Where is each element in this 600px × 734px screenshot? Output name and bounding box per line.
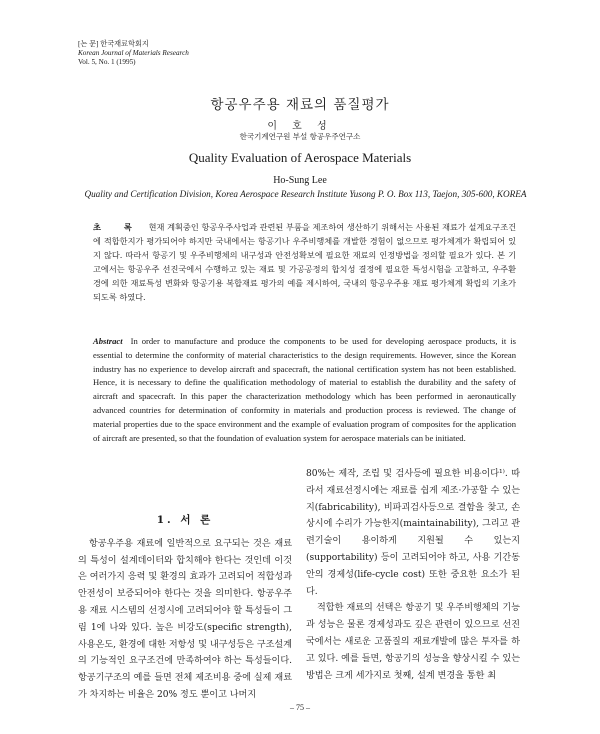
abstract-ko-text: 현재 계획중인 항공우주사업과 관련된 부품을 제조하여 생산하기 위해서는 사용된 재료가 설계요구조건에 적합한지가 평가되어야 하지만 국내에서는 항공기나 우주비행체를 개발한 경험이 없으므로 평가체계가 확립되어 있지 않다. 따라서 항공기 및 우주비행체의 내구성과 안전성확보에 필요한 재료의 인정방법을 정의할 필요가 있다. 본 기고에서는 항공우주 선진국에서 수행하고 있는 재료 및 가공공정의 합치성 결정에 필요한 특성시험을 고찰하고, 우주환경에 의한 재료특성 변화와 항공기용 복합재료 평가의 예를 제시하여, 국내의 항공우주용 재료 평가체계 확립의 기초가 되도록 하였다.	[93, 222, 517, 302]
journal-header	[78, 40, 189, 67]
intro-paragraph-2: 적합한 재료의 선택은 항공기 및 우주비행체의 기능과 성능은 물론 경제성과도 깊은 관련이 있으므로 선진국에서는 새로운 고품질의 재료개발에 많은 투자를 하고 있다. 예를 들면, 항공기의 성능을 향상시킬 수 있는 방법은 크게 세가지로 첫째, 설계 변경을 통한 최	[306, 603, 520, 681]
author-name-en: Ho-Sung Lee	[273, 175, 327, 186]
abstract-en	[93, 335, 516, 445]
section-heading-introduction: 1. 서 론	[156, 514, 214, 526]
body-column-left	[78, 512, 292, 704]
author-name-ko: 이 호 성	[267, 121, 333, 132]
paper-title-ko: 항공우주용 재료의 품질평가	[210, 97, 390, 113]
abstract-ko	[93, 221, 516, 304]
affiliation-en: Quality and Certification Division, Korea Aerospace Research Institute Yusong P. O. Box 113, Taejon, 305-600, KOREA	[84, 189, 527, 199]
paper-title-en: Quality Evaluation of Aerospace Materials	[188, 150, 412, 165]
abstract-ko-label: 초 록	[93, 222, 142, 232]
abstract-en-label: Abstract	[93, 336, 123, 346]
abstract-en-text: In order to manufacture and produce the components to be used for developing aerospace products, it is essential to determine the conformity of material characteristics to the design requirements. However, since the Korean industry has no experience to develop aircraft and spacecraft, the national certification system has not been established. Hence, it is necessary to define the qualification methodology of material to establish the durability and the safety of aircraft and spacecraft. In this paper the characterization methodology which has been performed in aeronautically advanced countries for determination of conformity in materials and production process is reviewed. The change of material properties due to the space environment and the example of evaluation program of composites for the application of aircraft are presented, so that the foundation of evaluation system for aerospace materials can be initiated.	[93, 336, 516, 443]
journal-volume: Vol. 5, No. 1 (1995)	[78, 58, 136, 66]
affiliation-ko: 한국기계연구원 부설 항공우주연구소	[239, 132, 361, 141]
body-column-right	[306, 466, 520, 684]
intro-paragraph-1-continued: 80%는 제작, 조립 및 검사등에 필요한 비용이다¹⁾. 따라서 재료선정시에는 재료를 쉽게 제조·가공할 수 있는지(fabricability), 비파괴검사등으로 결함을 찾고, 손상시에 수리가 가능한지(maintainability), 그리고 관련기술이 용이하게 지원될 수 있는지(supportability) 등이 고려되어야 하고, 사용 기간동안의 경제성(life-cycle cost) 또한 중요한 요소가 된다.	[306, 469, 520, 597]
journal-name-ko: [논 문] 한국재료학회지	[78, 40, 149, 48]
journal-name-en: Korean Journal of Materials Research	[78, 49, 189, 57]
intro-paragraph-1: 항공우주용 재료에 일반적으로 요구되는 것은 재료의 특성이 설계데이터와 합치해야 한다는 것인데 이것은 여러가지 응력 및 환경의 효과가 고려되어 적합성과 안전성이 보증되어야 한다는 것을 의미한다. 항공우주용 재료 시스템의 선정시에 고려되어야 할 특성들이 그림 1에 나와 있다. 높은 비강도(specific strength), 사용온도, 환경에 대한 저항성 및 내구성등은 구조설계의 기능적인 요구조건에 만족하여야 하는 특성들이다. 항공기구조의 예를 들면 전체 제조비용 중에 실제 재료가 차지하는 비율은 20% 정도 뿐이고 나머지	[78, 538, 292, 700]
page-number: – 75 –	[290, 703, 310, 712]
